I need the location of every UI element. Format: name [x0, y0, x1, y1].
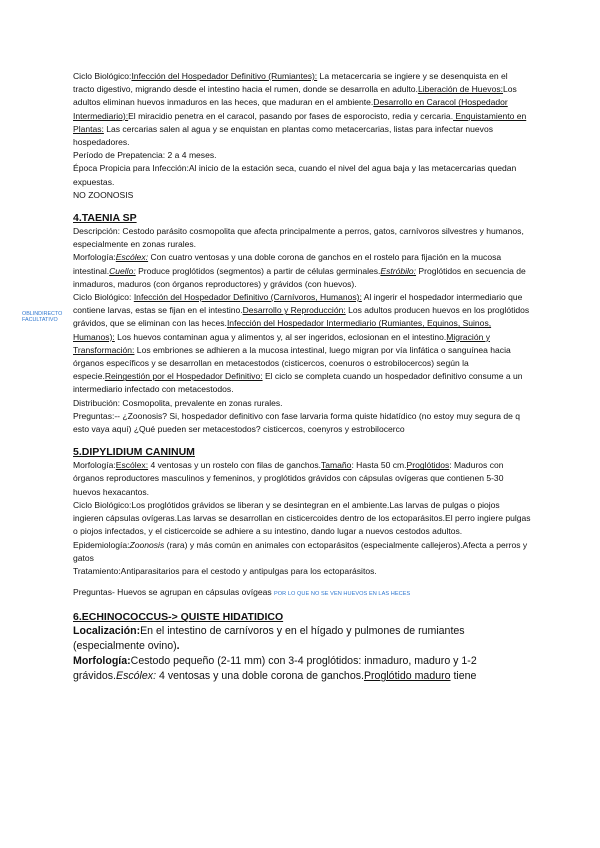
underlined-text: Proglótido maduro [363, 670, 451, 683]
morfologia-paragraph [73, 654, 531, 684]
descripcion-paragraph: Descripción: Cestodo parásito cosmopolita que afecta principalmente a perros, gatos, carnívoros silvestres y humanos, especialmente en zonas rurales. [73, 226, 524, 250]
section-ciclo-fasciola [73, 70, 531, 202]
localizacion-paragraph [73, 624, 531, 654]
ciclo-paragraph: Ciclo Biológico:Los proglótidos grávidos se liberan y se desintegran en el ambiente.Las larvas de pulgas o piojos ingieren cápsulas ovígeras.Las larvas se desarrollan en cisticercoides dentro de los ectoparásitos.El perro ingiere pulgas o piojos infectados, y el cisticercoide se adhiere a su intestino, dando lugar a nuevos cestodos adultos. [73, 499, 531, 537]
text: Al ingerir el hospedador intermediario que contiene larvas, estas se fijan en el intestino. [73, 292, 523, 316]
text: Epidemiología: [73, 539, 130, 550]
underlined-text: Proglótidos [406, 460, 450, 471]
text: La metacercaria se ingiere y se desenquista en el tracto digestivo, migrando desde el intestino hacia el rumen, donde se desarrolla en adulto. [73, 71, 508, 95]
morfologia-paragraph [73, 459, 531, 499]
underlined-italic-text: Escólex: [115, 252, 149, 263]
underlined-text: Desarrollo y Reproducción: [242, 305, 346, 316]
bold-text: Localización: [73, 625, 141, 638]
underlined-text: Escólex: [115, 460, 149, 471]
section-dipylidium [73, 445, 531, 601]
epidemiologia-paragraph [73, 539, 531, 565]
text: El miracidio penetra en el caracol, pasando por fases de esporocisto, redia y cercaria. [128, 110, 454, 121]
underlined-text: Reingestión por el Hospedador Definitivo: [104, 371, 263, 382]
text: Morfología: [73, 460, 116, 471]
underlined-text: Infección del Hospedador Definitivo (Rumiantes): [131, 71, 318, 81]
morfologia-paragraph [73, 251, 531, 291]
zoonosis-line: NO ZOONOSIS [73, 189, 134, 200]
preguntas-line [73, 586, 531, 601]
underlined-italic-text: Estróbilo: [380, 265, 417, 276]
bold-text: Morfología: [73, 655, 131, 668]
text: Preguntas- Huevos se agrupan en cápsulas ovígeas [73, 587, 274, 598]
text: En el intestino de carnívoros y en el hígado y pulmones de rumiantes (especialmente ovino) [73, 625, 465, 653]
ciclo-paragraph [73, 70, 531, 149]
italic-text: Escólex: [116, 670, 157, 683]
tratamiento-line: Tratamiento:Antiparasitarios para el cestodo y antipulgas para los ectoparásitos. [73, 565, 377, 576]
distribucion-line: Distribución: Cosmopolita, prevalente en zonas rurales. [73, 397, 283, 408]
handwritten-note: POR LO QUE NO SE VEN HUEVOS EN LAS HECES [273, 591, 411, 598]
document-page [73, 70, 531, 684]
epoca-line: Época Propicia para Infección:Al inicio de la estación seca, cuando el nivel del agua baja y las metacercarias quedan expuestas. [73, 163, 517, 187]
text: Produce proglótidos (segmentos) a partir de células germinales. [135, 265, 381, 276]
text: 4 ventosas y una doble corona de ganchos. [156, 670, 364, 683]
margin-note-line: FACULTATIVO [22, 317, 58, 324]
italic-text: Zoonosis [129, 539, 165, 550]
text: Los adultos eliminan huevos inmaduros en las heces, que maduran en el ambiente. [73, 84, 517, 108]
text: 4 ventosas y un rostelo con filas de ganchos. [148, 460, 322, 471]
margin-note [22, 311, 72, 324]
text: Con cuatro ventosas y una doble corona de ganchos en el rostelo para fijación en la mucosa intestinal. [73, 252, 502, 276]
underlined-text: Infección del Hospedador Intermediario (Rumiantes, Equinos, Suinos, Humanos): [73, 318, 492, 342]
section-heading: 6.ECHINOCOCCUS-> QUISTE HIDATIDICO [73, 611, 284, 624]
text: Las cercarias salen al agua y se enquistan en plantas como metacercarias, listas para infectar nuevos hospedadores. [73, 123, 493, 148]
underlined-text: Liberación de Huevos: [417, 84, 503, 95]
underlined-italic-text: Cuello: [109, 265, 136, 276]
margin-note-line: OBLINDIRECTO [22, 311, 63, 317]
underlined-text: Infección del Hospedador Definitivo (Carnívoros, Humanos): [133, 292, 362, 303]
preguntas-paragraph: Preguntas:-- ¿Zoonosis? Si, hospedador definitivo con fase larvaria forma quiste hidatídico (no estoy muy segura de q esto vaya aquí) ¿Qué pueden ser metacestodos? cisticercos, coenyros y estrobilocerco [73, 410, 521, 435]
text: Proglótidos en secuencia de inmaduros, maduros (con órganos reproductores) y grávidos (con huevos). [73, 265, 526, 289]
text: Ciclo Biológico: [73, 71, 132, 81]
underlined-text: Enquistamiento en Plantas: [73, 110, 527, 134]
section-taenia [73, 211, 531, 436]
text: Los huevos contaminan agua y alimentos y, al ser ingeridos, eclosionan en el intestino. [114, 331, 447, 342]
text: El ciclo se completa cuando un hospedador definitivo consume a un intermediario infectado con metacestodos. [73, 371, 523, 395]
section-heading: 4.TAENIA SP [73, 212, 137, 225]
section-heading: 5.DIPYLIDIUM CANINUM [73, 446, 195, 459]
text: Ciclo Biológico: [73, 292, 134, 303]
text: : Hasta 50 cm. [351, 460, 407, 471]
bold-text: . [176, 640, 180, 653]
ciclo-paragraph [73, 291, 531, 397]
underlined-text: Migración y Transformación: [73, 331, 490, 355]
section-echinococcus [73, 610, 531, 684]
text: Los embriones se adhieren a la mucosa intestinal, luego migran por vía linfática o sanguínea hacia órganos específicos y se desarrollan en metacestodos (cisticercos, coenuros o estrobilocercos) según la especie. [73, 344, 511, 382]
text: Cestodo pequeño (2-11 mm) con 3-4 proglótidos: inmaduro, maduro y 1-2 grávidos. [73, 655, 477, 683]
prepatencia-line: Período de Prepatencia: 2 a 4 meses. [73, 150, 217, 161]
text: tiene [450, 670, 477, 683]
underlined-text: Tamaño [321, 460, 352, 471]
text: : Maduros con órganos reproductores masculinos y femeninos, y proglótidos grávidos con cápsulas ovígeras que contienen 5-30 huevos hexacantos. [73, 460, 504, 497]
text: (rara) y más común en animales con ectoparásitos (especialmente callejeros).Afecta a perros y gatos [73, 539, 528, 563]
underlined-text: Desarrollo en Caracol (Hospedador Intermediario): [73, 97, 508, 121]
text: Los adultos producen huevos en los proglótidos grávidos, que se eliminan con las heces. [73, 305, 530, 329]
text: Morfología: [73, 252, 116, 263]
